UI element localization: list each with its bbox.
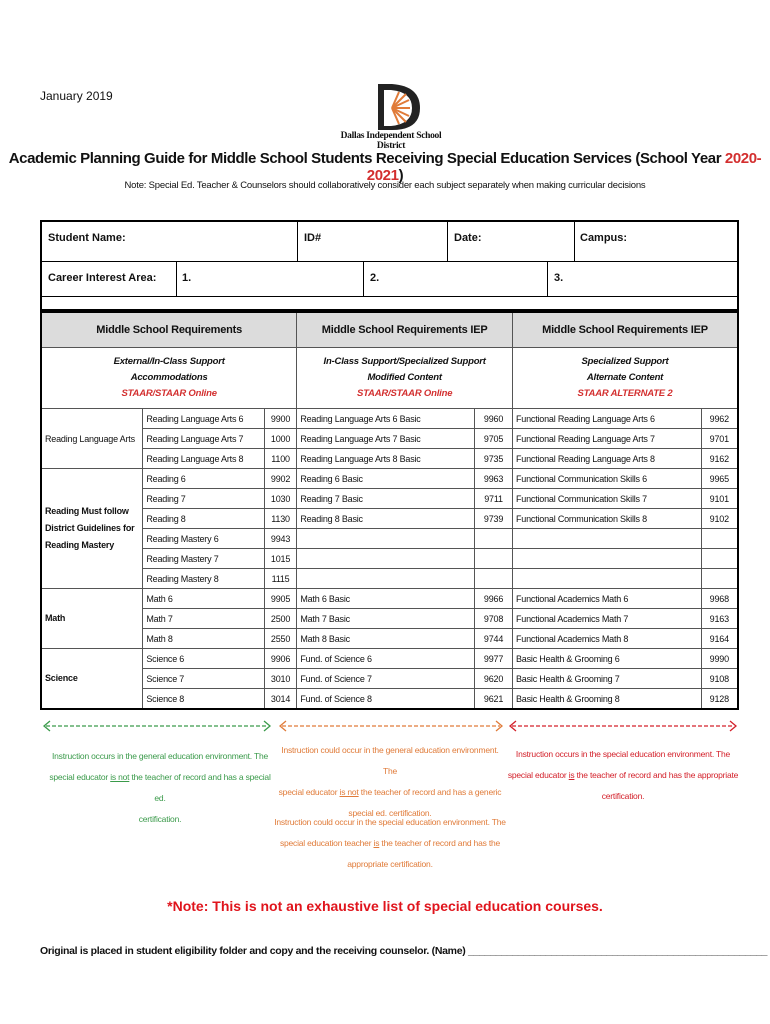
course-number-modified: 9620 [475, 669, 513, 689]
course-name-general: Math 8 [143, 629, 264, 649]
course-name-alternate: Basic Health & Grooming 6 [513, 649, 702, 669]
course-number-alternate: 9968 [701, 589, 738, 609]
course-name-alternate: Functional Communication Skills 6 [513, 469, 702, 489]
special-ed-instruction: Instruction occurs in the special education environment. The special educator is the teacher of record and has the appropriate certification. [507, 749, 739, 801]
course-name-general: Reading Mastery 7 [143, 549, 264, 569]
document-date: January 2019 [40, 89, 113, 103]
course-number-alternate: 9990 [701, 649, 738, 669]
modified-instruction-general: Instruction could occur in the general education environment. The special educator is not the teacher of record and has a generic special ed. certification. [278, 745, 502, 818]
course-name-alternate [513, 549, 702, 569]
course-name-modified: Fund. of Science 8 [297, 689, 475, 710]
course-number-general: 1115 [264, 569, 297, 589]
course-number-alternate [701, 569, 738, 589]
course-name-alternate: Functional Academics Math 6 [513, 589, 702, 609]
course-name-general: Reading Mastery 6 [143, 529, 264, 549]
course-name-alternate: Basic Health & Grooming 8 [513, 689, 702, 710]
course-number-modified: 9977 [475, 649, 513, 669]
title-end: ) [398, 167, 404, 184]
course-name-general: Reading 6 [143, 469, 264, 489]
collaboration-note: Note: Special Ed. Teacher & Counselors should collaboratively consider each subject separately when making curricular decisions [124, 180, 646, 191]
course-row [41, 449, 738, 469]
course-number-alternate [701, 549, 738, 569]
col-heading-1: Middle School Requirements [41, 312, 297, 348]
course-number-general: 9905 [264, 589, 297, 609]
course-row [41, 569, 738, 589]
course-name-alternate: Basic Health & Grooming 7 [513, 669, 702, 689]
course-number-modified: 9963 [475, 469, 513, 489]
course-table [40, 311, 739, 710]
course-row [41, 469, 738, 489]
career-choice-1[interactable]: 1. [182, 272, 192, 284]
course-row [41, 609, 738, 629]
student-name-label: Student Name: [48, 232, 126, 244]
course-row [41, 489, 738, 509]
col-heading-3: Middle School Requirements IEP [513, 312, 739, 348]
dallas-isd-d-icon [336, 80, 446, 132]
course-row [41, 549, 738, 569]
course-number-general: 3014 [264, 689, 297, 710]
course-number-modified: 9735 [475, 449, 513, 469]
course-number-modified [475, 529, 513, 549]
course-number-alternate: 9164 [701, 629, 738, 649]
course-number-alternate: 9101 [701, 489, 738, 509]
course-number-alternate [701, 529, 738, 549]
course-row [41, 689, 738, 710]
course-name-general: Science 8 [143, 689, 264, 710]
course-name-general: Math 6 [143, 589, 264, 609]
course-number-modified: 9960 [475, 409, 513, 429]
career-choice-2[interactable]: 2. [370, 272, 380, 284]
career-interest-label: Career Interest Area: [48, 272, 157, 284]
course-number-alternate: 9102 [701, 509, 738, 529]
course-name-general: Reading Mastery 8 [143, 569, 264, 589]
course-row [41, 649, 738, 669]
course-name-alternate [513, 529, 702, 549]
course-number-general: 1000 [264, 429, 297, 449]
subject-category: Reading Language Arts [41, 409, 143, 469]
col-heading-2: Middle School Requirements IEP [297, 312, 513, 348]
course-name-modified: Reading 6 Basic [297, 469, 475, 489]
course-name-modified: Reading Language Arts 7 Basic [297, 429, 475, 449]
course-number-modified: 9744 [475, 629, 513, 649]
general-ed-instruction: Instruction occurs in the general education environment. The special educator is not the teacher of record and has a special ed. certification. [49, 751, 271, 824]
course-name-general: Reading 8 [143, 509, 264, 529]
course-number-alternate: 9128 [701, 689, 738, 710]
district-logo [336, 80, 446, 151]
course-number-modified: 9966 [475, 589, 513, 609]
exhaustive-list-note: *Note: This is not an exhaustive list of special education courses. [167, 898, 603, 914]
course-name-general: Reading Language Arts 8 [143, 449, 264, 469]
course-name-general: Reading Language Arts 6 [143, 409, 264, 429]
modified-instruction-special: Instruction could occur in the special education environment. The special education teacher is the teacher of record and has the appropriate certification. [274, 817, 506, 869]
subject-category: Math [41, 589, 143, 649]
course-row [41, 589, 738, 609]
course-name-modified: Math 6 Basic [297, 589, 475, 609]
course-number-modified: 9708 [475, 609, 513, 629]
red-arrow-icon [510, 721, 736, 731]
course-number-alternate: 9108 [701, 669, 738, 689]
title-text: Academic Planning Guide for Middle School Students Receiving Special Education Services (School Year [8, 150, 725, 167]
course-name-modified: Fund. of Science 6 [297, 649, 475, 669]
course-number-general: 1100 [264, 449, 297, 469]
course-name-modified [297, 569, 475, 589]
course-number-modified: 9711 [475, 489, 513, 509]
course-number-alternate: 9962 [701, 409, 738, 429]
course-number-modified: 9621 [475, 689, 513, 710]
course-row [41, 629, 738, 649]
col-sub-1: External/In-Class Support Accommodations STAAR/STAAR Online [41, 348, 297, 409]
col-sub-2: In-Class Support/Specialized Support Modified Content STAAR/STAAR Online [297, 348, 513, 409]
course-number-general: 9906 [264, 649, 297, 669]
scope-arrows [40, 718, 739, 734]
campus-label: Campus: [580, 232, 628, 244]
course-name-modified [297, 529, 475, 549]
course-number-general: 9902 [264, 469, 297, 489]
course-name-modified: Reading 8 Basic [297, 509, 475, 529]
course-name-modified: Math 8 Basic [297, 629, 475, 649]
course-number-general: 2550 [264, 629, 297, 649]
id-label: ID# [304, 232, 322, 244]
course-number-general: 9900 [264, 409, 297, 429]
course-number-general: 1030 [264, 489, 297, 509]
course-name-general: Science 7 [143, 669, 264, 689]
course-name-alternate: Functional Academics Math 7 [513, 609, 702, 629]
course-name-general: Reading Language Arts 7 [143, 429, 264, 449]
col-sub-3: Specialized Support Alternate Content STAAR ALTERNATE 2 [513, 348, 739, 409]
course-name-general: Reading 7 [143, 489, 264, 509]
page-title [0, 150, 770, 184]
course-name-modified: Fund. of Science 7 [297, 669, 475, 689]
course-number-alternate: 9162 [701, 449, 738, 469]
course-row [41, 529, 738, 549]
original-placement-line[interactable]: Original is placed in student eligibility folder and copy and the receiving counselor. (Name) ______________________________________________________ [40, 945, 768, 957]
subject-category: Reading Must follow District Guidelines for Reading Mastery [41, 469, 143, 589]
course-name-modified: Reading 7 Basic [297, 489, 475, 509]
course-number-modified: 9705 [475, 429, 513, 449]
course-row [41, 409, 738, 429]
student-info-box [40, 220, 739, 311]
title-year: 2020-2021 [366, 150, 762, 184]
green-arrow-icon [44, 721, 270, 731]
course-name-general: Science 6 [143, 649, 264, 669]
subject-category: Science [41, 649, 143, 710]
course-name-alternate: Functional Academics Math 8 [513, 629, 702, 649]
course-number-general: 1015 [264, 549, 297, 569]
course-name-general: Math 7 [143, 609, 264, 629]
career-choice-3[interactable]: 3. [554, 272, 564, 284]
course-name-modified: Reading Language Arts 6 Basic [297, 409, 475, 429]
course-number-general: 3010 [264, 669, 297, 689]
district-name: Dallas Independent School District [340, 131, 442, 151]
course-name-alternate: Functional Communication Skills 8 [513, 509, 702, 529]
course-number-general: 1130 [264, 509, 297, 529]
course-name-alternate: Functional Reading Language Arts 7 [513, 429, 702, 449]
course-row [41, 429, 738, 449]
date-label: Date: [454, 232, 482, 244]
course-number-alternate: 9965 [701, 469, 738, 489]
course-name-alternate: Functional Reading Language Arts 8 [513, 449, 702, 469]
course-number-alternate: 9701 [701, 429, 738, 449]
course-row [41, 509, 738, 529]
course-number-modified: 9739 [475, 509, 513, 529]
course-name-alternate: Functional Communication Skills 7 [513, 489, 702, 509]
course-name-alternate: Functional Reading Language Arts 6 [513, 409, 702, 429]
course-name-alternate [513, 569, 702, 589]
course-number-general: 9943 [264, 529, 297, 549]
course-name-modified [297, 549, 475, 569]
course-number-modified [475, 569, 513, 589]
course-number-modified [475, 549, 513, 569]
course-row [41, 669, 738, 689]
course-number-general: 2500 [264, 609, 297, 629]
orange-arrow-icon [280, 721, 502, 731]
course-name-modified: Reading Language Arts 8 Basic [297, 449, 475, 469]
course-name-modified: Math 7 Basic [297, 609, 475, 629]
course-number-alternate: 9163 [701, 609, 738, 629]
